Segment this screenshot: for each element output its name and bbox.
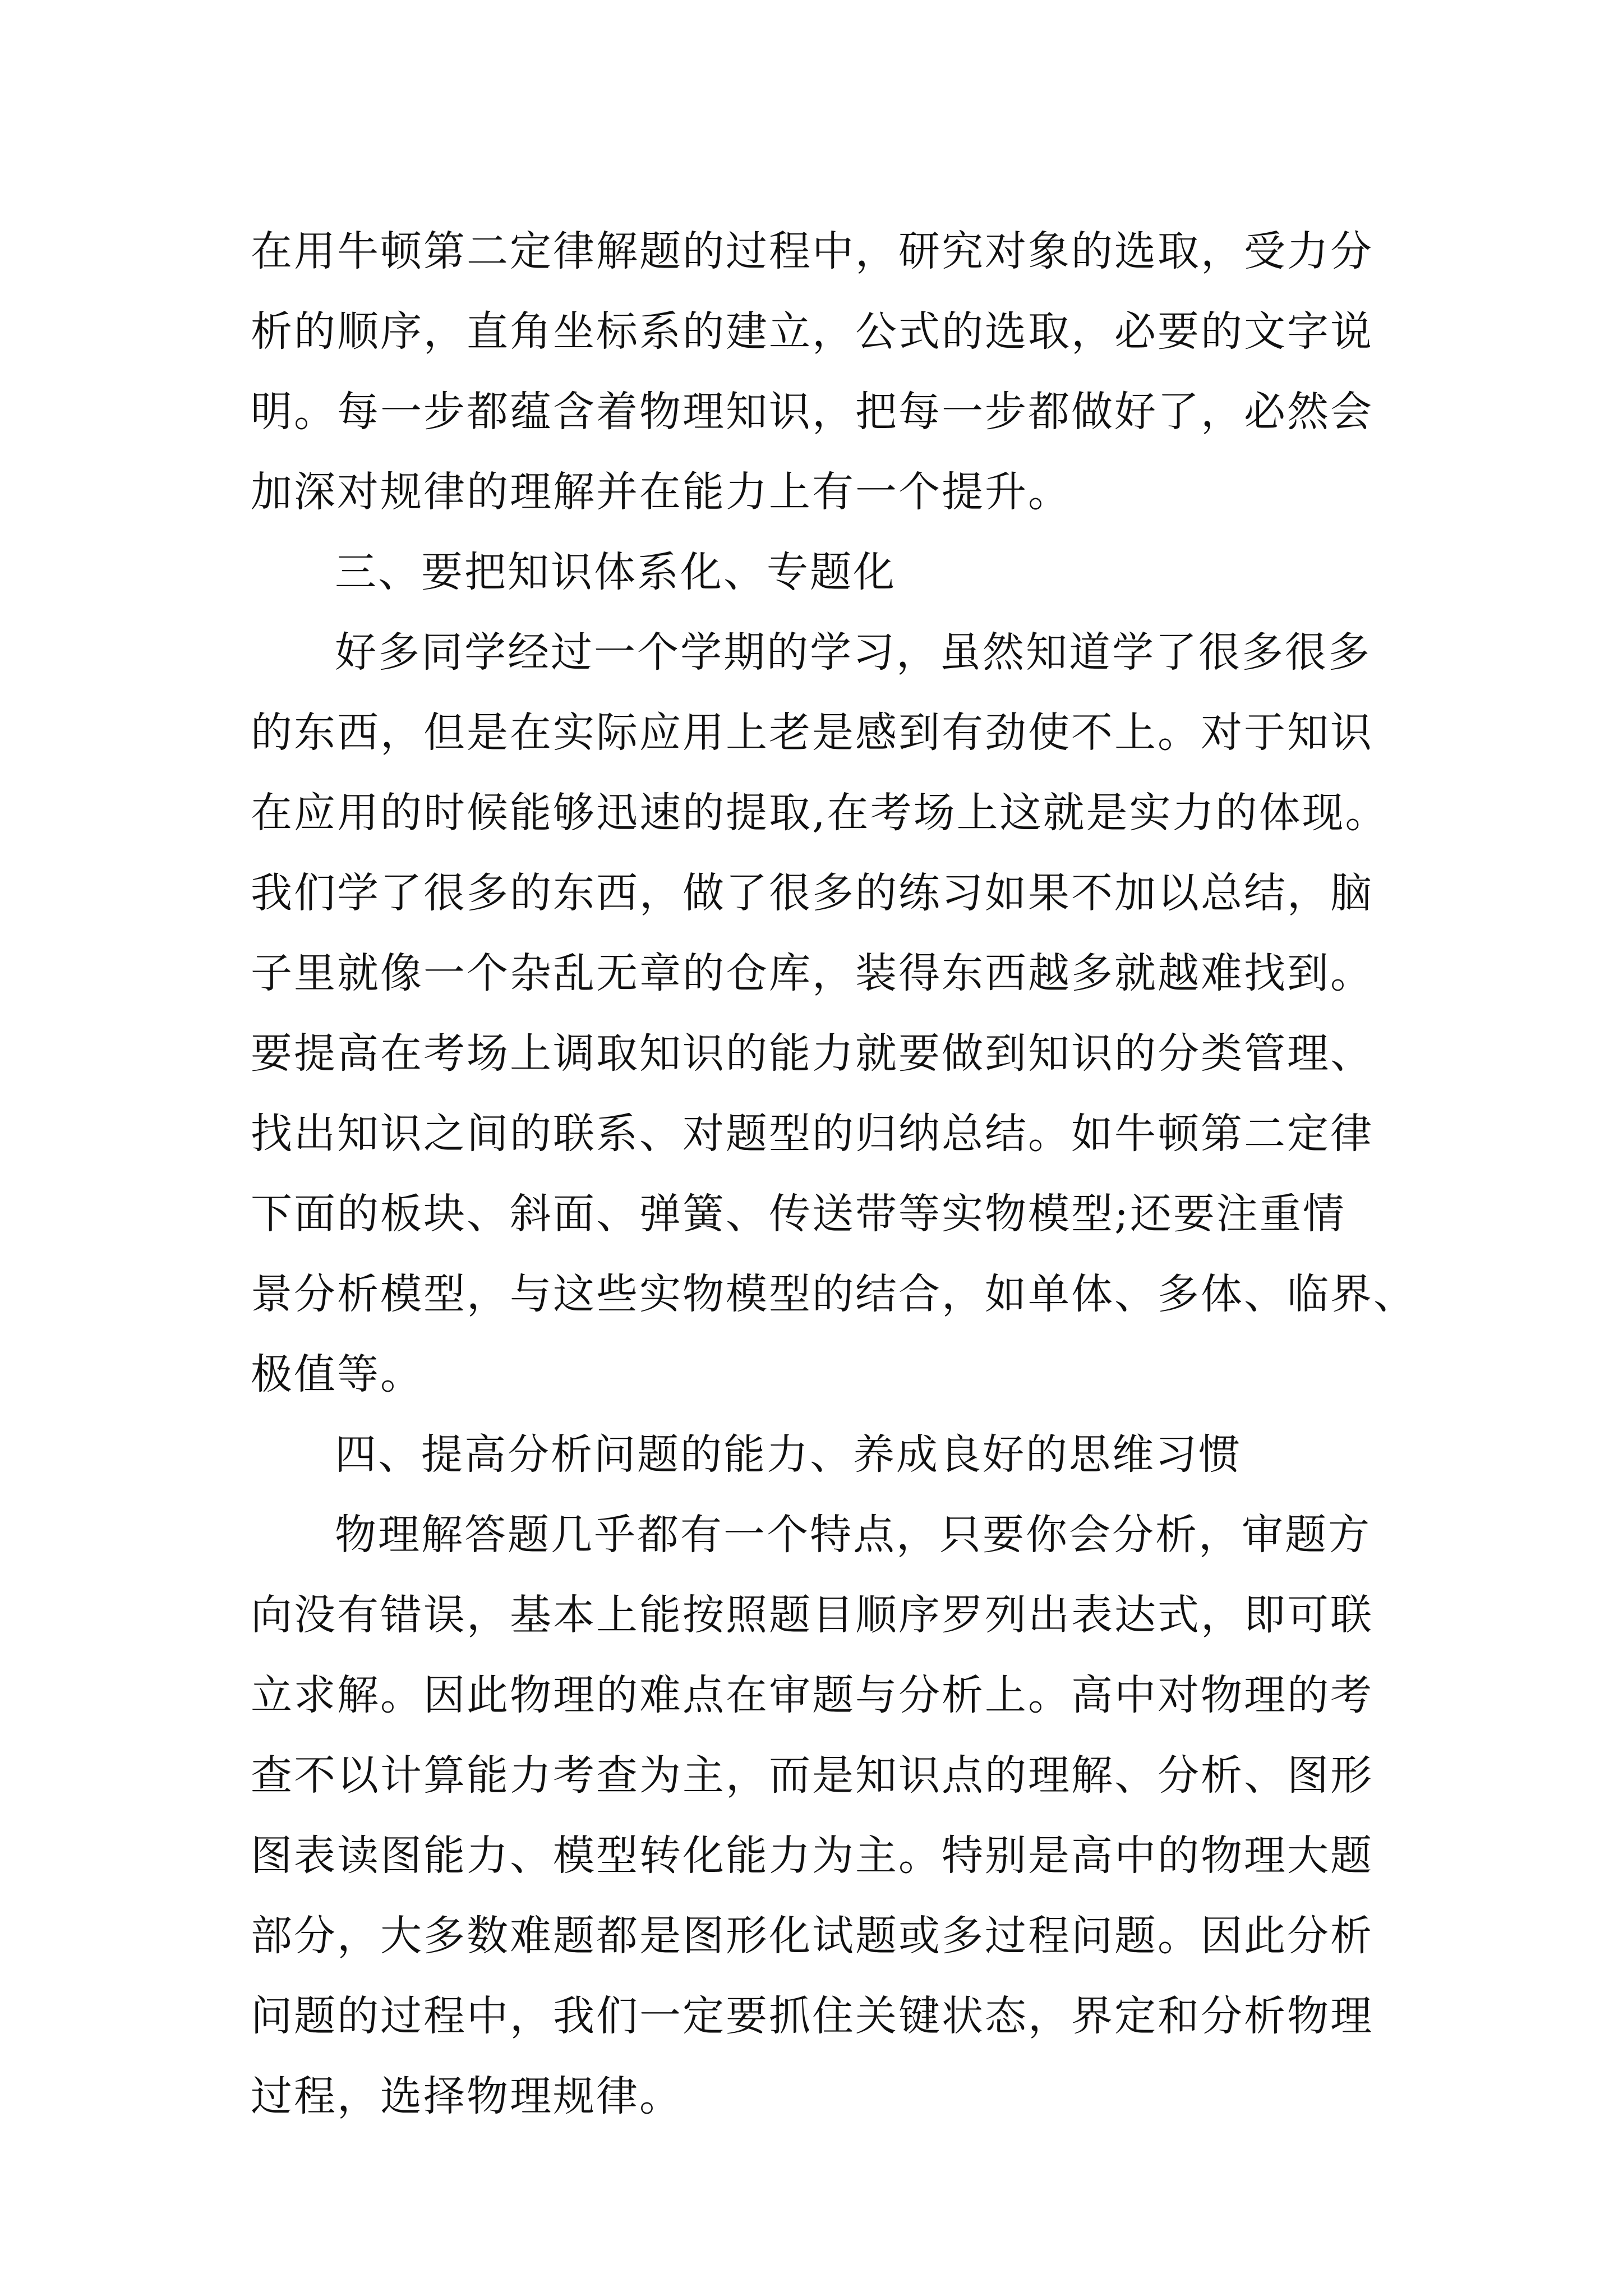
paragraph-line: 下面的板块、斜面、弹簧、传送带等实物模型;还要注重情: [251, 1190, 1346, 1238]
section-heading: 三、要把知识体系化、专题化: [335, 548, 896, 596]
paragraph-line: 图表读图能力、模型转化能力为主。特别是高中的物理大题: [251, 1832, 1373, 1880]
paragraph-line: 景分析模型，与这些实物模型的结合，如单体、多体、临界、: [251, 1270, 1417, 1318]
paragraph-line: 极值等。: [251, 1350, 423, 1398]
paragraph-line: 过程，选择物理规律。: [251, 2072, 683, 2120]
paragraph-line: 要提高在考场上调取知识的能力就要做到知识的分类管理、: [251, 1029, 1373, 1078]
paragraph-line: 析的顺序，直角坐标系的建立，公式的选取，必要的文字说: [251, 307, 1373, 356]
section-heading: 四、提高分析问题的能力、养成良好的思维习惯: [335, 1430, 1242, 1479]
paragraph-line: 立求解。因此物理的难点在审题与分析上。高中对物理的考: [251, 1671, 1373, 1719]
paragraph-line: 在用牛顿第二定律解题的过程中，研究对象的选取，受力分: [251, 227, 1373, 275]
paragraph-line: 子里就像一个杂乱无章的仓库，装得东西越多就越难找到。: [251, 949, 1373, 997]
paragraph-line: 向没有错误，基本上能按照题目顺序罗列出表达式，即可联: [251, 1591, 1373, 1639]
paragraph-line: 找出知识之间的联系、对题型的归纳总结。如牛顿第二定律: [251, 1110, 1373, 1158]
paragraph-line: 我们学了很多的东西，做了很多的练习如果不加以总结，脑: [251, 869, 1373, 917]
paragraph-line: 明。每一步都蕴含着物理知识，把每一步都做好了，必然会: [251, 388, 1373, 436]
body-text: [251, 211, 1417, 2137]
paragraph-line: 加深对规律的理解并在能力上有一个提升。: [251, 468, 1071, 516]
paragraph-line: 部分，大多数难题都是图形化试题或多过程问题。因此分析: [251, 1912, 1373, 1960]
paragraph-line: 物理解答题几乎都有一个特点，只要你会分析，审题方: [335, 1511, 1371, 1559]
paragraph-line: 问题的过程中，我们一定要抓住关键状态，界定和分析物理: [251, 1992, 1373, 2040]
paragraph-line: 好多同学经过一个学期的学习，虽然知道学了很多很多: [335, 628, 1371, 677]
paragraph-line: 的东西，但是在实际应用上老是感到有劲使不上。对于知识: [251, 708, 1373, 757]
paragraph-line: 查不以计算能力考查为主，而是知识点的理解、分析、图形: [251, 1751, 1373, 1800]
paragraph-line: 在应用的时候能够迅速的提取,在考场上这就是实力的体现。: [251, 789, 1389, 837]
